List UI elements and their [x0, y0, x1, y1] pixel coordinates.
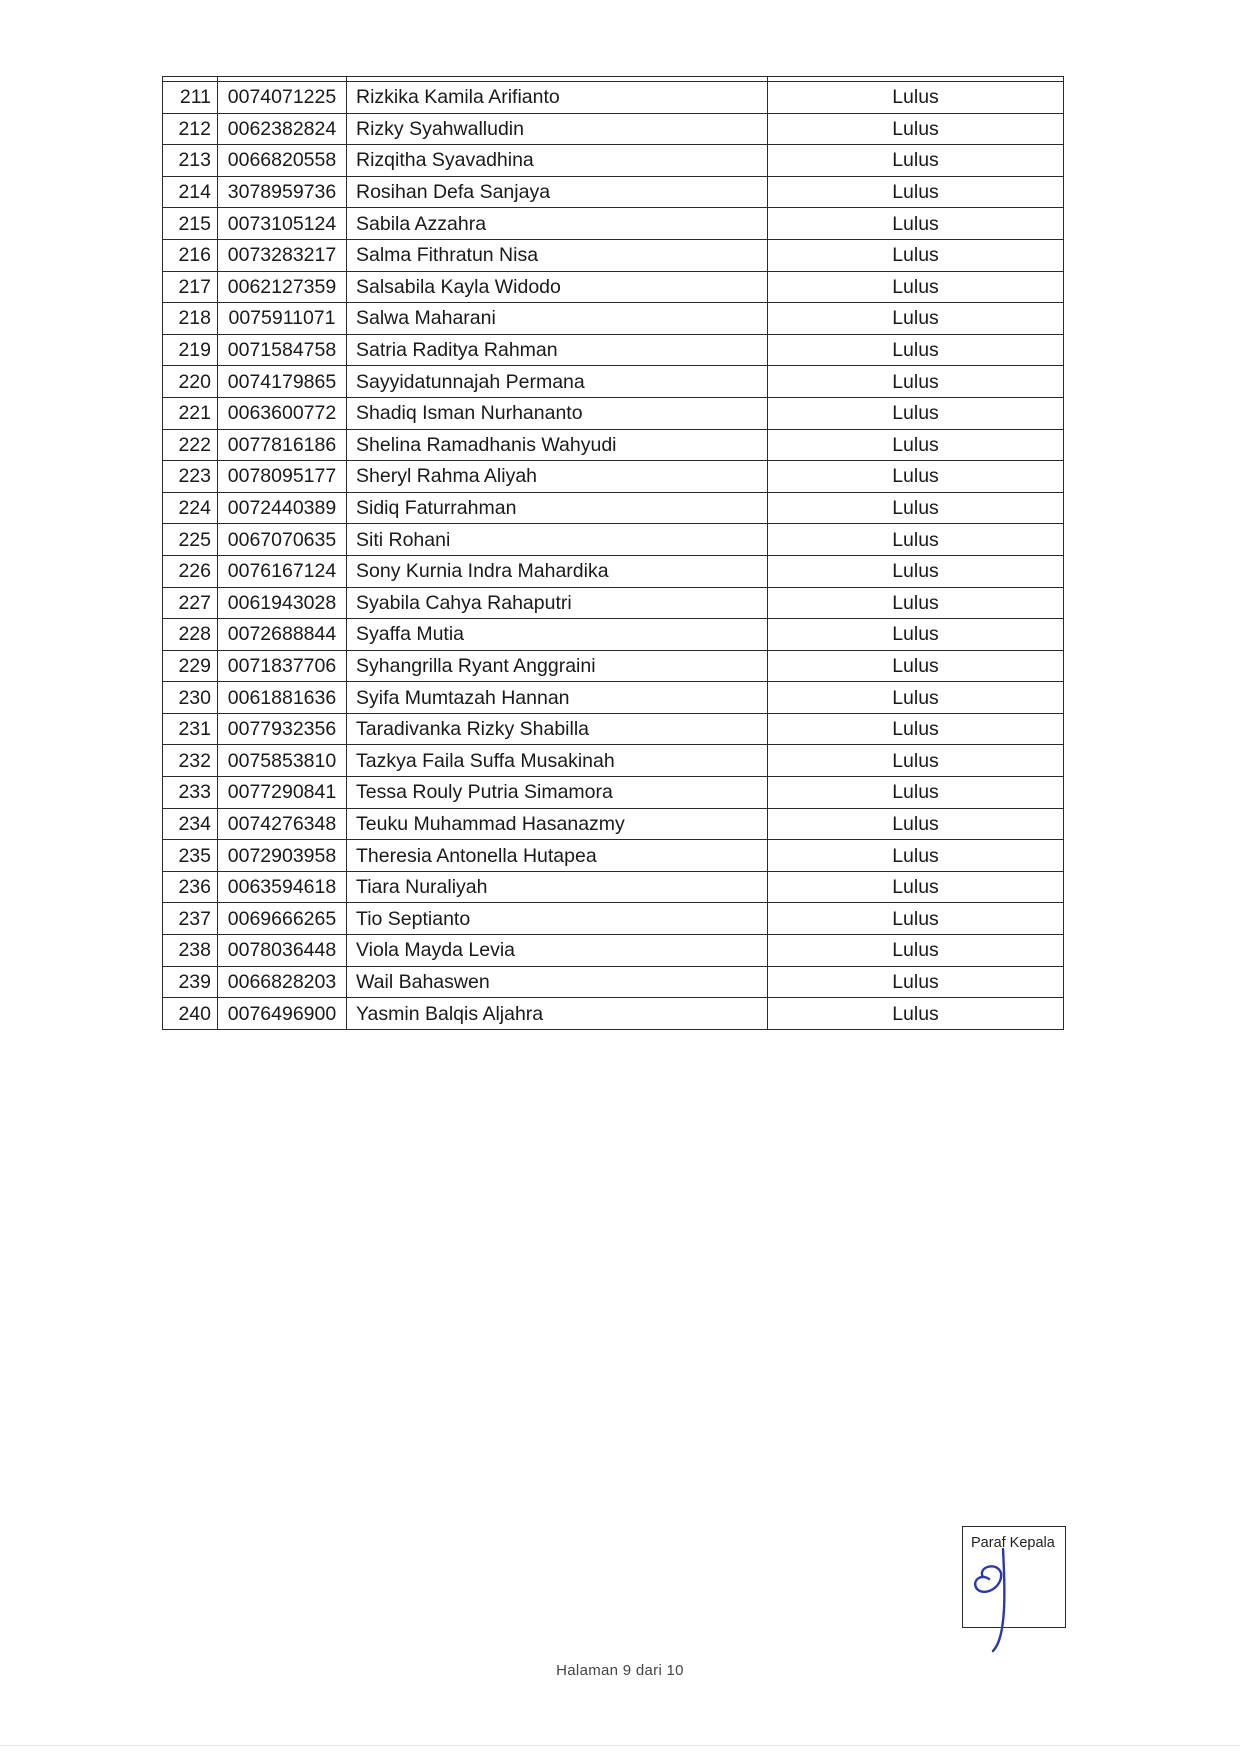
student-name-cell: Rizqitha Syavadhina — [347, 145, 768, 177]
status-cell: Lulus — [768, 366, 1064, 398]
status-cell: Lulus — [768, 903, 1064, 935]
nisn-cell: 0074276348 — [218, 808, 347, 840]
table-row — [163, 808, 1064, 840]
table-row — [163, 840, 1064, 872]
student-name-cell: Shadiq Isman Nurhananto — [347, 397, 768, 429]
row-number: 216 — [163, 239, 218, 271]
status-cell: Lulus — [768, 208, 1064, 240]
status-cell: Lulus — [768, 998, 1064, 1030]
row-number: 214 — [163, 176, 218, 208]
row-number: 219 — [163, 334, 218, 366]
table-row — [163, 303, 1064, 335]
nisn-cell: 0074071225 — [218, 82, 347, 114]
status-cell: Lulus — [768, 682, 1064, 714]
nisn-cell: 0073283217 — [218, 239, 347, 271]
row-number: 222 — [163, 429, 218, 461]
table-row — [163, 555, 1064, 587]
student-name-cell: Viola Mayda Levia — [347, 935, 768, 967]
table-row — [163, 713, 1064, 745]
row-number: 228 — [163, 619, 218, 651]
student-name-cell: Salwa Maharani — [347, 303, 768, 335]
row-number: 234 — [163, 808, 218, 840]
status-cell: Lulus — [768, 966, 1064, 998]
nisn-cell: 0076496900 — [218, 998, 347, 1030]
row-number: 212 — [163, 113, 218, 145]
student-name-cell: Syifa Mumtazah Hannan — [347, 682, 768, 714]
nisn-cell: 0066820558 — [218, 145, 347, 177]
status-cell: Lulus — [768, 840, 1064, 872]
nisn-cell: 0072903958 — [218, 840, 347, 872]
table-row — [163, 461, 1064, 493]
student-name-cell: Satria Raditya Rahman — [347, 334, 768, 366]
row-number: 220 — [163, 366, 218, 398]
paraf-kepala-box — [962, 1526, 1066, 1628]
table-row — [163, 429, 1064, 461]
student-name-cell: Tessa Rouly Putria Simamora — [347, 777, 768, 809]
student-name-cell: Tio Septianto — [347, 903, 768, 935]
table-row — [163, 587, 1064, 619]
status-cell: Lulus — [768, 777, 1064, 809]
nisn-cell: 0078036448 — [218, 935, 347, 967]
row-number: 223 — [163, 461, 218, 493]
student-name-cell: Sheryl Rahma Aliyah — [347, 461, 768, 493]
nisn-cell: 0063600772 — [218, 397, 347, 429]
row-number: 218 — [163, 303, 218, 335]
nisn-cell: 0062382824 — [218, 113, 347, 145]
table-body — [163, 77, 1064, 1030]
status-cell: Lulus — [768, 555, 1064, 587]
scan-edge — [0, 1745, 1240, 1746]
nisn-cell: 0067070635 — [218, 524, 347, 556]
table-row — [163, 777, 1064, 809]
status-cell: Lulus — [768, 808, 1064, 840]
student-name-cell: Teuku Muhammad Hasanazmy — [347, 808, 768, 840]
status-cell: Lulus — [768, 303, 1064, 335]
row-number: 226 — [163, 555, 218, 587]
nisn-cell: 0076167124 — [218, 555, 347, 587]
status-cell: Lulus — [768, 397, 1064, 429]
row-number: 235 — [163, 840, 218, 872]
nisn-cell: 0069666265 — [218, 903, 347, 935]
status-cell: Lulus — [768, 745, 1064, 777]
nisn-cell: 0063594618 — [218, 871, 347, 903]
student-name-cell: Taradivanka Rizky Shabilla — [347, 713, 768, 745]
student-name-cell: Sony Kurnia Indra Mahardika — [347, 555, 768, 587]
student-name-cell: Theresia Antonella Hutapea — [347, 840, 768, 872]
row-number: 211 — [163, 82, 218, 114]
student-name-cell: Yasmin Balqis Aljahra — [347, 998, 768, 1030]
nisn-cell: 0066828203 — [218, 966, 347, 998]
nisn-cell: 3078959736 — [218, 176, 347, 208]
status-cell: Lulus — [768, 587, 1064, 619]
student-name-cell: Shelina Ramadhanis Wahyudi — [347, 429, 768, 461]
row-number: 229 — [163, 650, 218, 682]
row-number: 239 — [163, 966, 218, 998]
table-row — [163, 82, 1064, 114]
status-cell: Lulus — [768, 239, 1064, 271]
nisn-cell: 0075853810 — [218, 745, 347, 777]
nisn-cell: 0077290841 — [218, 777, 347, 809]
nisn-cell: 0077932356 — [218, 713, 347, 745]
status-cell: Lulus — [768, 461, 1064, 493]
row-number: 225 — [163, 524, 218, 556]
nisn-cell: 0061943028 — [218, 587, 347, 619]
status-cell: Lulus — [768, 145, 1064, 177]
student-name-cell: Syabila Cahya Rahaputri — [347, 587, 768, 619]
student-name-cell: Rosihan Defa Sanjaya — [347, 176, 768, 208]
table-row — [163, 998, 1064, 1030]
student-name-cell: Tazkya Faila Suffa Musakinah — [347, 745, 768, 777]
row-number: 231 — [163, 713, 218, 745]
student-name-cell: Sabila Azzahra — [347, 208, 768, 240]
status-cell: Lulus — [768, 619, 1064, 651]
table-row — [163, 524, 1064, 556]
student-name-cell: Rizkika Kamila Arifianto — [347, 82, 768, 114]
row-number: 213 — [163, 145, 218, 177]
row-number: 237 — [163, 903, 218, 935]
student-name-cell: Syaffa Mutia — [347, 619, 768, 651]
table-row — [163, 271, 1064, 303]
row-number: 238 — [163, 935, 218, 967]
nisn-cell: 0075911071 — [218, 303, 347, 335]
student-name-cell: Sidiq Faturrahman — [347, 492, 768, 524]
nisn-cell: 0071837706 — [218, 650, 347, 682]
table-row — [163, 935, 1064, 967]
table-row — [163, 397, 1064, 429]
status-cell: Lulus — [768, 176, 1064, 208]
table-row — [163, 176, 1064, 208]
nisn-cell: 0072688844 — [218, 619, 347, 651]
table-row — [163, 334, 1064, 366]
row-number: 232 — [163, 745, 218, 777]
table-row — [163, 366, 1064, 398]
student-name-cell: Salma Fithratun Nisa — [347, 239, 768, 271]
row-number: 215 — [163, 208, 218, 240]
student-name-cell: Siti Rohani — [347, 524, 768, 556]
table-row — [163, 903, 1064, 935]
row-number: 227 — [163, 587, 218, 619]
status-cell: Lulus — [768, 334, 1064, 366]
row-number: 217 — [163, 271, 218, 303]
nisn-cell: 0071584758 — [218, 334, 347, 366]
nisn-cell: 0062127359 — [218, 271, 347, 303]
table-row — [163, 871, 1064, 903]
nisn-cell: 0078095177 — [218, 461, 347, 493]
status-cell: Lulus — [768, 524, 1064, 556]
table-row — [163, 650, 1064, 682]
status-cell: Lulus — [768, 871, 1064, 903]
table-row — [163, 145, 1064, 177]
table-row — [163, 966, 1064, 998]
student-name-cell: Tiara Nuraliyah — [347, 871, 768, 903]
signature-mark — [963, 1527, 1067, 1657]
status-cell: Lulus — [768, 429, 1064, 461]
paraf-label: Paraf Kepala — [971, 1535, 1055, 1551]
nisn-cell: 0061881636 — [218, 682, 347, 714]
status-cell: Lulus — [768, 650, 1064, 682]
student-name-cell: Syhangrilla Ryant Anggraini — [347, 650, 768, 682]
row-number: 224 — [163, 492, 218, 524]
table-row — [163, 208, 1064, 240]
nisn-cell: 0074179865 — [218, 366, 347, 398]
row-number: 240 — [163, 998, 218, 1030]
status-cell: Lulus — [768, 271, 1064, 303]
student-name-cell: Rizky Syahwalludin — [347, 113, 768, 145]
status-cell: Lulus — [768, 113, 1064, 145]
table-row — [163, 239, 1064, 271]
row-number: 236 — [163, 871, 218, 903]
status-cell: Lulus — [768, 713, 1064, 745]
status-cell: Lulus — [768, 935, 1064, 967]
nisn-cell: 0077816186 — [218, 429, 347, 461]
graduation-results-table — [162, 76, 1064, 1030]
status-cell: Lulus — [768, 492, 1064, 524]
table-row — [163, 682, 1064, 714]
row-number: 230 — [163, 682, 218, 714]
table-row — [163, 113, 1064, 145]
table-row — [163, 619, 1064, 651]
table-row — [163, 492, 1064, 524]
nisn-cell: 0072440389 — [218, 492, 347, 524]
status-cell: Lulus — [768, 82, 1064, 114]
page-number: Halaman 9 dari 10 — [556, 1662, 684, 1679]
student-name-cell: Salsabila Kayla Widodo — [347, 271, 768, 303]
student-name-cell: Sayyidatunnajah Permana — [347, 366, 768, 398]
table-row — [163, 745, 1064, 777]
nisn-cell: 0073105124 — [218, 208, 347, 240]
student-name-cell: Wail Bahaswen — [347, 966, 768, 998]
row-number: 221 — [163, 397, 218, 429]
row-number: 233 — [163, 777, 218, 809]
